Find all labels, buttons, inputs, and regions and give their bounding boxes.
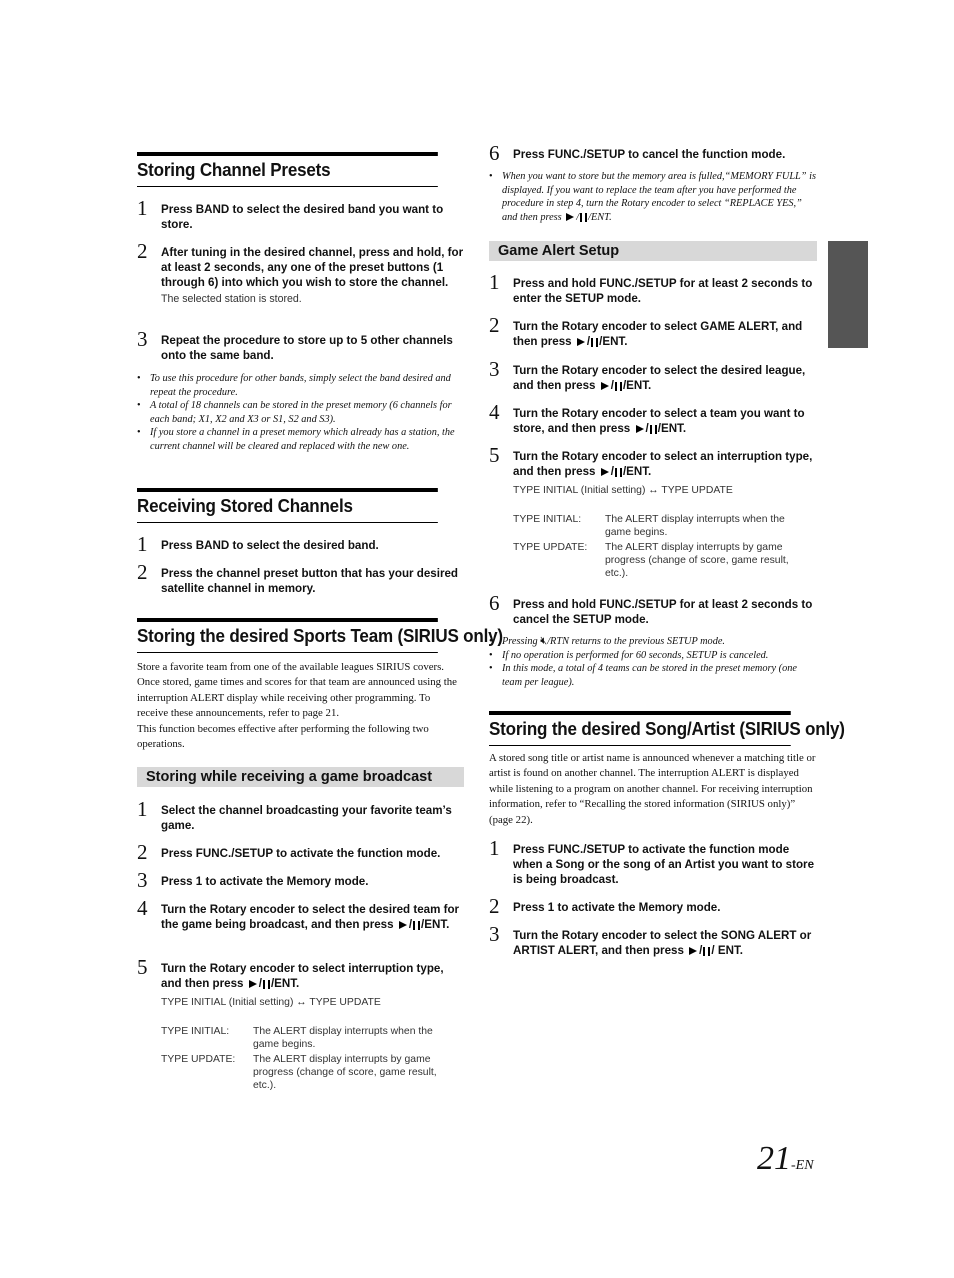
step-number: 3 (137, 327, 148, 351)
step-text: Press the channel preset button that has your desired satellite channel in memory. (161, 567, 458, 596)
paragraph-text: This function becomes effective after performing the following two operations. (137, 722, 429, 751)
notes-list (137, 372, 464, 454)
paragraph-text: Store a favorite team from one of the available leagues SIRIUS covers. Once stored, game times and scores for that team are announced using the interruption ALERT display while receiving other programming. To receive these announcements, refer to page 21. (137, 661, 457, 720)
step-text-part: Turn the Rotary encoder to select the SONG ALERT or ARTIST ALERT, and then press (513, 929, 812, 958)
step-text: After tuning in the desired channel, press and hold, for at least 2 seconds, any one of the preset buttons (1 through 6) into which you wish to store the channel. (161, 246, 464, 290)
section-title: Storing the desired Sports Team (SIRIUS only) (137, 618, 438, 653)
step-text-part: Turn the Rotary encoder to select the desired team for the game being broadcast, and then press (161, 903, 460, 932)
note-text-part: /RTN returns to the previous SETUP mode. (547, 636, 725, 647)
step-number: 2 (137, 840, 148, 864)
type-definitions (161, 1025, 461, 1094)
step-number: 3 (137, 868, 148, 892)
definition-term: TYPE UPDATE: (161, 1054, 236, 1065)
section-title: Storing the desired Song/Artist (SIRIUS only) (489, 711, 791, 746)
step-number: 4 (137, 896, 148, 920)
step-text-part: /ENT. (270, 977, 300, 991)
step-text-part: /ENT. (657, 422, 687, 436)
section-title: Receiving Stored Channels (137, 488, 438, 523)
play-icon (249, 980, 257, 988)
step-3 (137, 868, 464, 892)
step-6 (489, 591, 817, 627)
note-item: • In this mode, a total of 4 teams can be stored in the preset memory (one team per league). (489, 662, 817, 689)
step-text: Press FUNC./SETUP to activate the function mode when a Song or the song of an Artist you want to store is being broadcast. (513, 843, 815, 887)
pause-icon (703, 947, 710, 956)
section-receiving-stored-channels (137, 488, 464, 523)
step-4 (137, 896, 464, 932)
step-text-part: /ENT. (622, 379, 652, 393)
step-6 (489, 141, 817, 165)
type-options: TYPE INITIAL (Initial setting) ↔ TYPE UPDATE (513, 485, 733, 496)
section-tab (828, 241, 868, 348)
step-text: Turn the Rotary encoder to select GAME ALERT, and then press / /ENT. (513, 320, 803, 349)
play-icon (577, 338, 585, 346)
step-text-part: /ENT. (599, 335, 628, 349)
note-item: • If you store a channel in a preset memory which already has a station, the current channel will be cleared and replaced with the new one. (137, 426, 464, 453)
step-text: Press and hold FUNC./SETUP for at least 2 seconds to cancel the SETUP mode. (513, 598, 813, 627)
play-icon (636, 425, 644, 433)
definition-term: TYPE UPDATE: (513, 542, 588, 553)
type-options: TYPE INITIAL (Initial setting) ↔ TYPE UPDATE (161, 997, 381, 1008)
step-3 (137, 327, 464, 363)
step-1 (137, 532, 464, 556)
note-item: • To use this procedure for other bands, simply select the band desired and repeat the procedure. (137, 372, 464, 399)
section-sports-team (137, 618, 503, 653)
step-2 (489, 894, 817, 918)
pause-icon (580, 213, 587, 222)
step-number: 6 (489, 141, 500, 165)
note-text-part: Pressing (502, 636, 538, 647)
step-number: 1 (137, 196, 148, 220)
step-number: 1 (489, 836, 500, 860)
step-number: 1 (137, 532, 148, 556)
step-number: 3 (489, 357, 500, 381)
definition-text: The ALERT display interrupts by game progress (change of score, game result, etc.). (605, 542, 789, 579)
step-5 (137, 955, 464, 991)
step-number: 5 (137, 955, 148, 979)
step-note: The selected station is stored. (161, 292, 302, 305)
step-text: Press and hold FUNC./SETUP for at least 2 seconds to enter the SETUP mode. (513, 277, 813, 306)
definition-text: The ALERT display interrupts when the game begins. (253, 1026, 433, 1050)
definition-row (513, 541, 813, 580)
step-text-part: Turn the Rotary encoder to select an interruption type, and then press (513, 450, 813, 479)
step-number: 2 (137, 239, 148, 263)
play-icon (566, 213, 574, 221)
page-number-value: 21 (757, 1140, 791, 1177)
step-text: Press FUNC./SETUP to cancel the function mode. (513, 148, 786, 161)
step-2 (137, 560, 464, 596)
step-text-part: Turn the Rotary encoder to select a team you want to store, and then press (513, 407, 805, 436)
definition-row (513, 513, 813, 539)
step-number: 2 (137, 560, 148, 584)
step-number: 3 (489, 922, 500, 946)
step-5 (489, 443, 817, 479)
step-2 (489, 313, 817, 349)
step-1 (137, 196, 464, 232)
play-icon (399, 921, 407, 929)
section-title: Storing Channel Presets (137, 152, 438, 187)
note-item: • When you want to store but the memory area is fulled,“MEMORY FULL” is displayed. If you want to replace the team after you have performed the procedure in step 4, turn the Rotary encoder to select “REPLACE YES,” and then press / /ENT. (489, 170, 817, 224)
intro-paragraph: A stored song title or artist name is announced whenever a matching title or artist is found on another channel. The interruption ALERT is displayed while listening to a program on another channel. For receiving interruption information, refer to “Recalling the stored information (SIRIUS only)” (page 22). (489, 752, 816, 826)
step-2 (137, 840, 464, 864)
step-4 (489, 400, 817, 436)
note-item: • A total of 18 channels can be stored in the preset memory (6 channels for each band; X1, X2 and X3 or S1, S2 and S3). (137, 399, 464, 426)
mute-icon: 🔇︎ (540, 635, 548, 647)
step-text: Turn the Rotary encoder to select interruption type, and then press / /ENT. (161, 962, 444, 991)
notes-list (489, 635, 817, 689)
step-number: 1 (137, 797, 148, 821)
section-song-artist (489, 711, 845, 746)
step-1 (489, 270, 817, 306)
pause-icon (413, 921, 420, 930)
step-text: Press BAND to select the desired band you want to store. (161, 203, 444, 232)
step-1 (137, 797, 464, 833)
section-storing-channel-presets (137, 152, 464, 187)
pause-icon (615, 468, 622, 477)
step-3 (489, 922, 817, 958)
definition-term: TYPE INITIAL: (513, 514, 582, 525)
step-text-part: / ENT. (711, 944, 743, 958)
step-1 (489, 836, 817, 888)
step-number: 1 (489, 270, 500, 294)
play-icon (601, 468, 609, 476)
step-text: Press BAND to select the desired band. (161, 539, 379, 552)
subheading: Game Alert Setup (489, 241, 817, 261)
step-text-part: /ENT. (421, 918, 450, 932)
step-text: Turn the Rotary encoder to select a team you want to store, and then press / /ENT. (513, 407, 805, 436)
step-text: Turn the Rotary encoder to select the SONG ALERT or ARTIST ALERT, and then press / / ENT. (513, 929, 812, 958)
step-text: Turn the Rotary encoder to select an interruption type, and then press / /ENT. (513, 450, 813, 479)
pause-icon (650, 425, 657, 434)
step-text-part: Turn the Rotary encoder to select interruption type, and then press (161, 962, 444, 991)
step-text: Turn the Rotary encoder to select the desired league, and then press / /ENT. (513, 364, 806, 393)
definition-term: TYPE INITIAL: (161, 1026, 230, 1037)
note-text-part: /ENT. (588, 211, 612, 223)
step-text-part: /ENT. (622, 465, 652, 479)
step-text-part: Turn the Rotary encoder to select GAME ALERT, and then press (513, 320, 803, 349)
step-number: 6 (489, 591, 500, 615)
step-text: Press 1 to activate the Memory mode. (161, 875, 369, 888)
step-number: 4 (489, 400, 500, 424)
page-number-suffix: -EN (791, 1158, 814, 1173)
intro-paragraph (137, 660, 464, 752)
definition-row (161, 1025, 461, 1051)
step-2 (137, 239, 464, 306)
step-text: Repeat the procedure to store up to 5 other channels onto the same band. (161, 334, 453, 363)
definition-text: The ALERT display interrupts when the game begins. (605, 514, 785, 538)
pause-icon (615, 382, 622, 391)
step-number: 2 (489, 894, 500, 918)
page-number (757, 1140, 814, 1178)
step-text: Select the channel broadcasting your favorite team’s game. (161, 804, 452, 833)
step-text: Press 1 to activate the Memory mode. (513, 901, 721, 914)
step-text: Press FUNC./SETUP to activate the function mode. (161, 847, 441, 860)
pause-icon (263, 980, 270, 989)
notes-list (489, 170, 817, 224)
type-definitions (513, 513, 813, 582)
step-text-part: Turn the Rotary encoder to select the desired league, and then press (513, 364, 806, 393)
play-icon (689, 947, 697, 955)
step-number: 5 (489, 443, 500, 467)
definition-row (161, 1053, 461, 1092)
play-icon (601, 382, 609, 390)
definition-text: The ALERT display interrupts by game progress (change of score, game result, etc.). (253, 1054, 437, 1091)
step-number: 2 (489, 313, 500, 337)
note-item (489, 635, 817, 649)
step-3 (489, 357, 817, 393)
subheading: Storing while receiving a game broadcast (137, 767, 464, 787)
pause-icon (591, 338, 598, 347)
note-item: • If no operation is performed for 60 seconds, SETUP is canceled. (489, 649, 817, 663)
step-text: Turn the Rotary encoder to select the desired team for the game being broadcast, and then press / /ENT. (161, 903, 460, 932)
note-text-part: When you want to store but the memory area is fulled,“MEMORY FULL” is displayed. If you want to replace the team after you have performed the procedure in step 4, turn the Rotary encoder to select “REPLACE YES,” and then press (502, 171, 816, 223)
